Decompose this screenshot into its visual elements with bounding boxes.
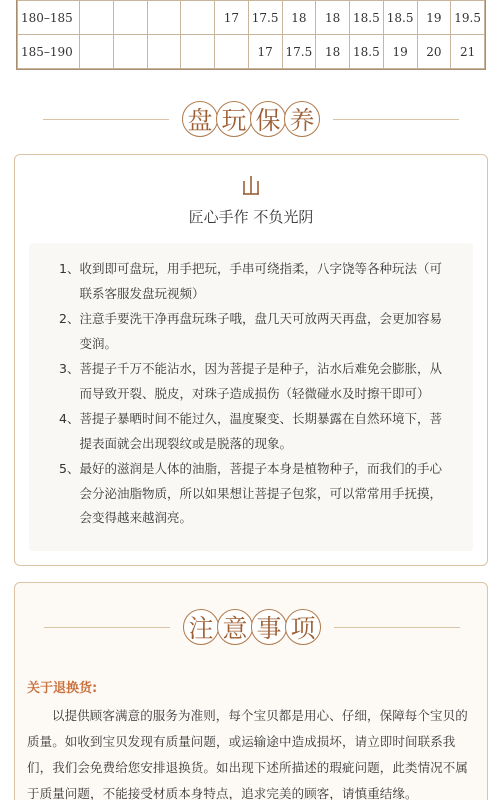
size-value-cell: [80, 35, 114, 69]
heading-char: 玩: [216, 101, 252, 137]
size-table-row: [18, 35, 485, 69]
care-tip-text: 注意手要洗干净再盘玩珠子哦，盘几天可放两天再盘，会更加容易变润。: [79, 311, 442, 351]
care-tip-number: 4、: [59, 411, 80, 426]
size-range-cell: 185–190: [18, 35, 80, 69]
size-range-cell: 180–185: [18, 1, 80, 35]
divider: [334, 627, 460, 628]
size-value-cell: 17: [215, 1, 249, 35]
care-tip: [59, 357, 451, 406]
size-value-cell: [181, 1, 215, 35]
care-tip: [59, 307, 451, 356]
size-table: [16, 0, 486, 70]
returns-heading: 关于退换货:: [27, 681, 98, 696]
care-tip-text: 菩提子暴晒时间不能过久，温度聚变、长期暴露在自然环境下，菩提表面就会出现裂纹或是脱落的现象。: [79, 411, 442, 451]
care-tip-text: 最好的滋润是人体的油脂，菩提子本身是植物种子，而我们的手心会分泌油脂物质，所以如果想让菩提子包浆，可以常常用手抚摸，会变得越来越润亮。: [79, 461, 442, 525]
care-tip-number: 1、: [59, 261, 80, 276]
heading-chars: [183, 101, 319, 137]
size-value-cell: 19.5: [451, 1, 485, 35]
size-value-cell: 19: [417, 1, 451, 35]
size-value-cell: [181, 35, 215, 69]
size-value-cell: [80, 1, 114, 35]
size-value-cell: 18.5: [350, 1, 384, 35]
size-table-grid: [17, 0, 485, 69]
craft-symbol-icon: [15, 175, 487, 199]
care-tip: [59, 257, 451, 306]
size-value-cell: [113, 1, 147, 35]
size-value-cell: 17.5: [248, 1, 282, 35]
care-tip-number: 2、: [59, 311, 80, 326]
heading-char: 项: [285, 609, 321, 645]
divider: [43, 119, 169, 120]
care-card: [14, 154, 488, 566]
size-value-cell: 18: [316, 35, 350, 69]
size-value-cell: [147, 1, 181, 35]
care-tips-list: [29, 243, 473, 551]
heading-char: 养: [284, 101, 320, 137]
heading-chars: [184, 609, 320, 645]
care-tip-number: 5、: [59, 461, 80, 476]
care-subtitle: 匠心手作 不负光阴: [188, 208, 314, 226]
size-value-cell: [215, 35, 249, 69]
care-tip-number: 3、: [59, 361, 80, 376]
heading-char: 事: [251, 609, 287, 645]
size-value-cell: 17.5: [282, 35, 316, 69]
size-value-cell: 18.5: [383, 1, 417, 35]
care-tip: [59, 407, 451, 456]
returns-policy-text: 以提供顾客满意的服务为准则，每个宝贝都是用心、仔细，保障每个宝贝的质量。如收到宝贝发现有质量问题，或运输途中造成损坏，请立即时间联系我们，我们会免费给您安排退换货。如出现下述所描述的瑕疵问题，此类情况不属于质量问题，不能接受材质本身特点，追求完美的顾客，请慎重结缘。: [27, 708, 469, 800]
size-value-cell: 21: [451, 35, 485, 69]
heading-char: 注: [183, 609, 219, 645]
heading-char: 保: [250, 101, 286, 137]
heading-char: 意: [217, 609, 253, 645]
size-value-cell: 18: [282, 1, 316, 35]
size-table-row: [18, 1, 485, 35]
size-value-cell: 18.5: [350, 35, 384, 69]
size-value-cell: 19: [383, 35, 417, 69]
size-value-cell: 18: [316, 1, 350, 35]
section-heading-care: [0, 101, 502, 137]
section-heading-notice: [1, 609, 502, 645]
care-tip-text: 菩提子千万不能沾水，因为菩提子是种子，沾水后难免会膨胀，从而导致开裂、脱皮，对珠子造成损伤（轻微碰水及时擦干即可）: [79, 361, 442, 401]
size-value-cell: [113, 35, 147, 69]
heading-char: 盘: [182, 101, 218, 137]
notice-card: [14, 582, 488, 800]
divider: [333, 119, 459, 120]
size-value-cell: [147, 35, 181, 69]
size-value-cell: 17: [248, 35, 282, 69]
divider: [44, 627, 170, 628]
care-tip: [59, 457, 451, 531]
size-value-cell: 20: [417, 35, 451, 69]
care-tip-text: 收到即可盘玩，用手把玩，手串可绕指柔，八字饶等各种玩法（可联系客服发盘玩视频）: [79, 261, 442, 301]
